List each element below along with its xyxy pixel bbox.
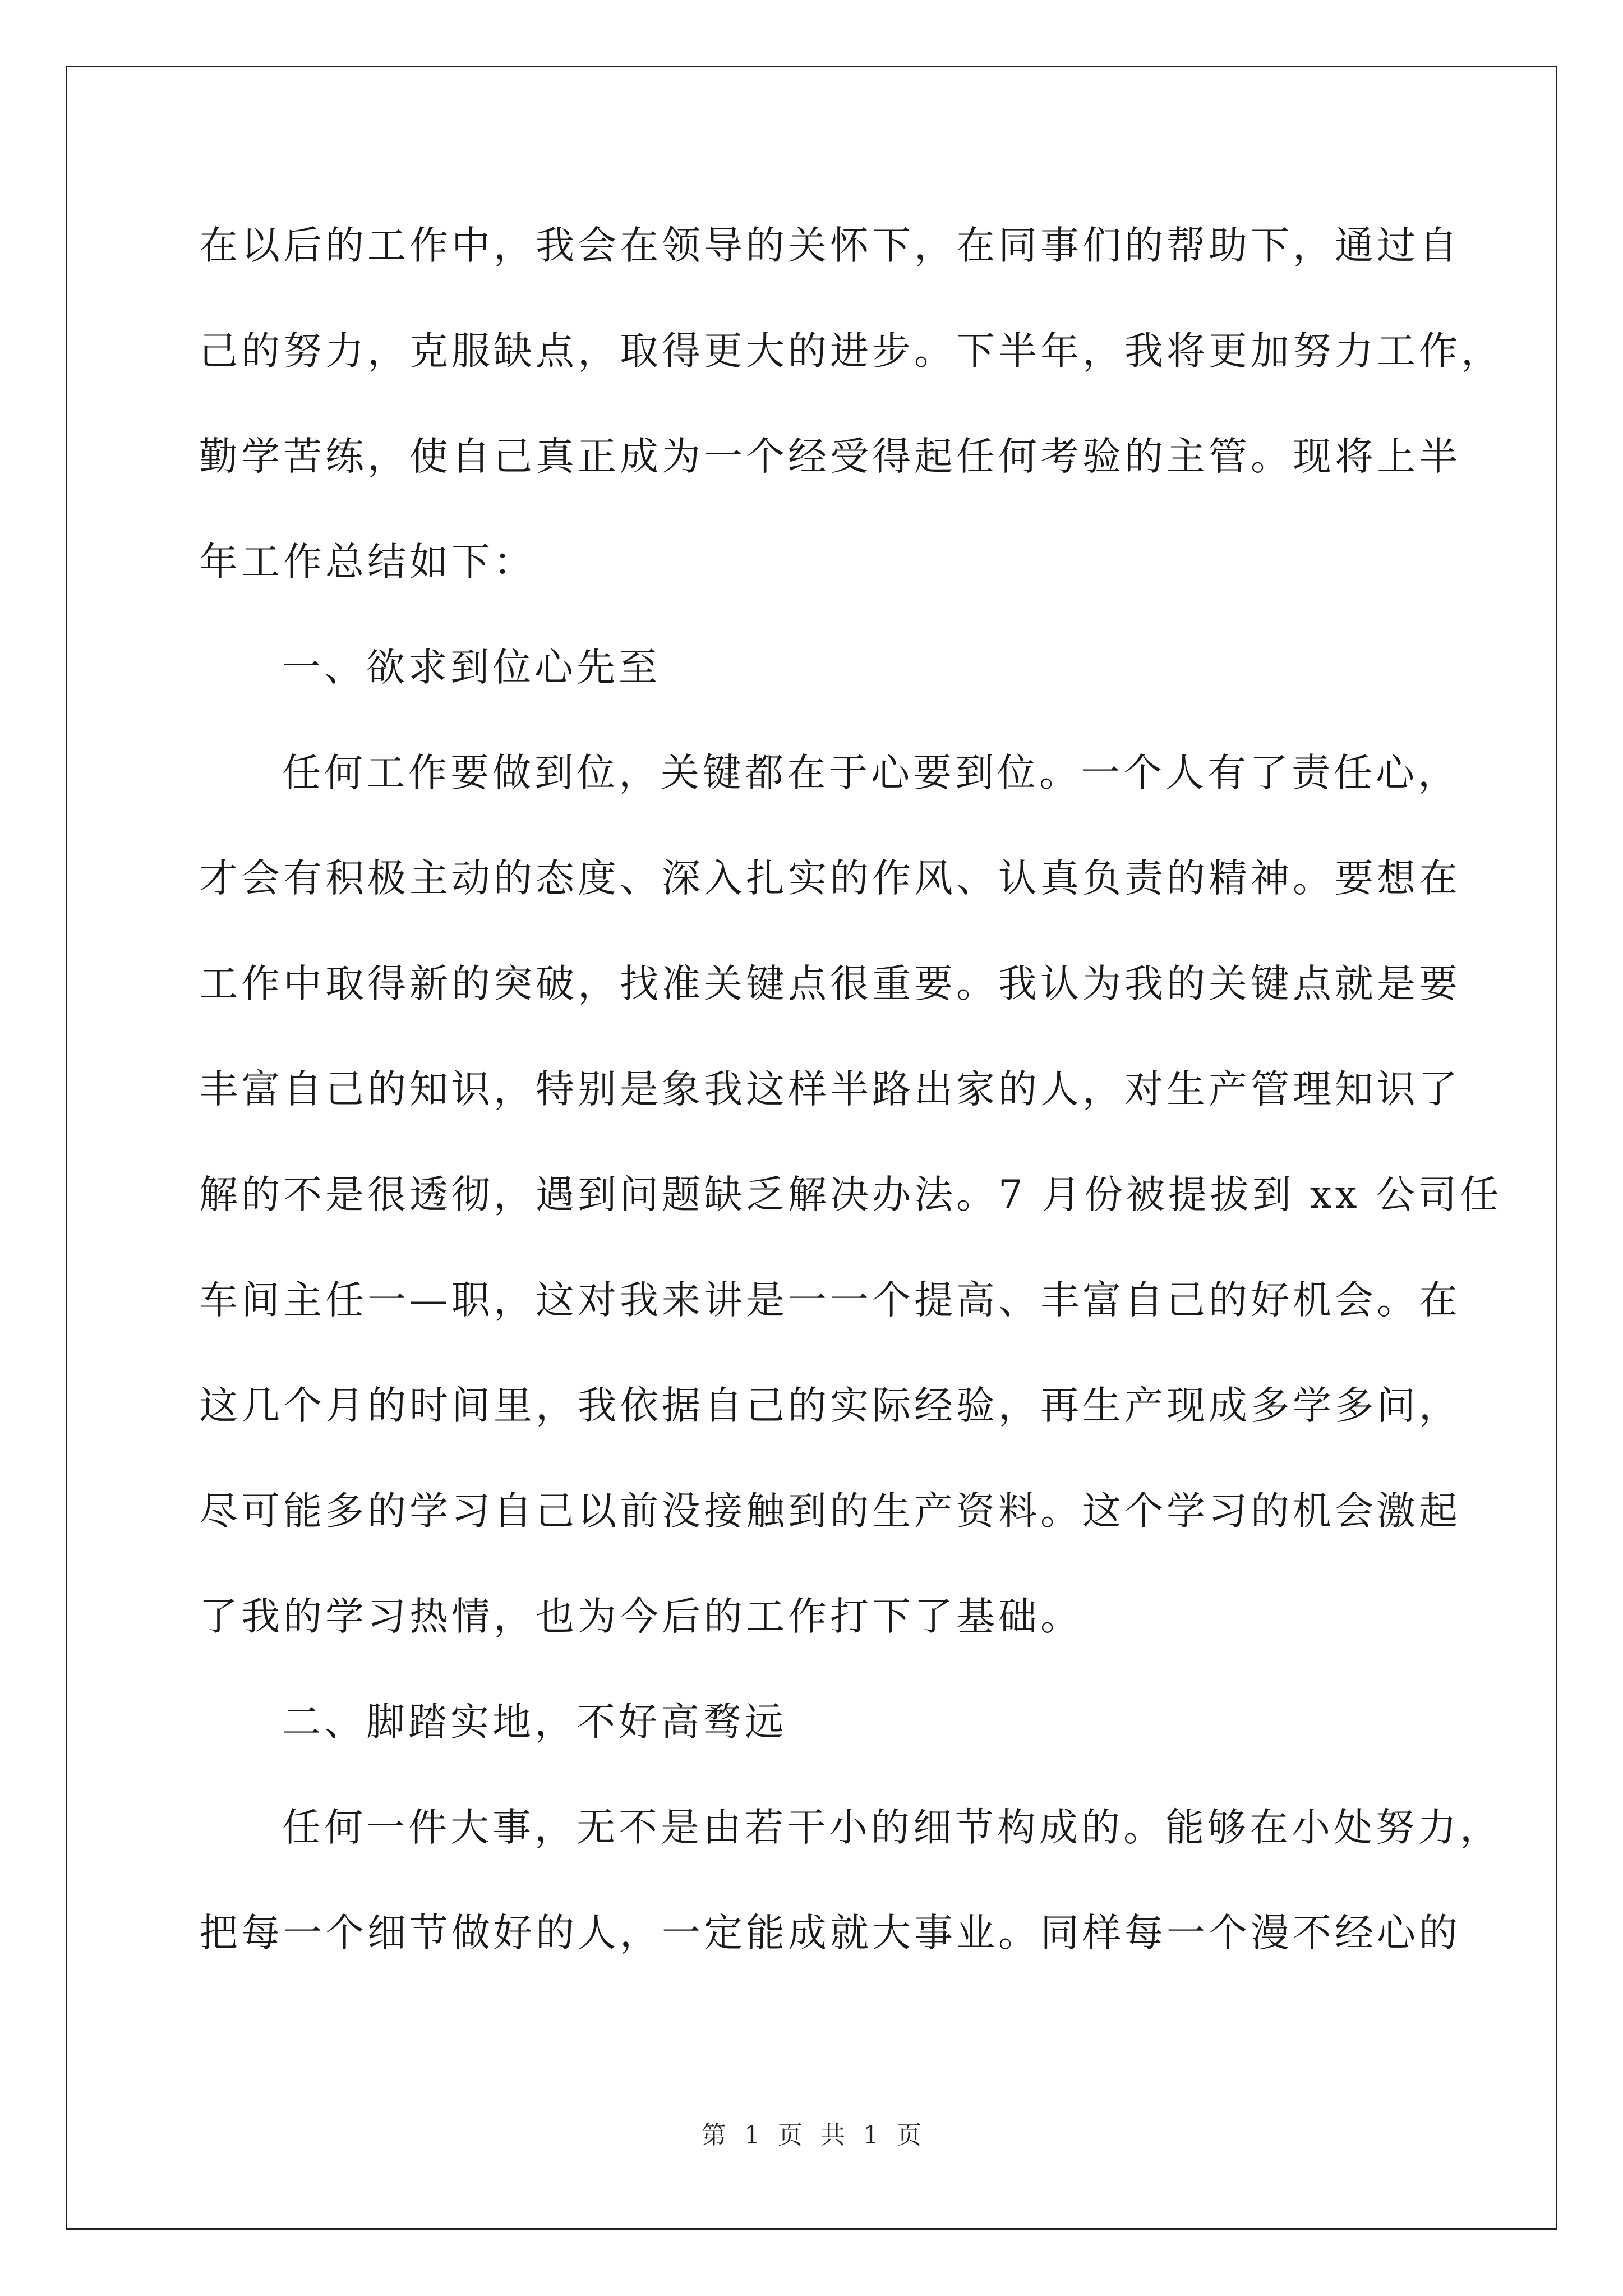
text-line: 任何一件大事，无不是由若干小的细节构成的。能够在小处努力， — [282, 1805, 1502, 1850]
text-line: 了我的学习热情，也为今后的工作打下了基础。 — [199, 1594, 1082, 1639]
text-line: 勤学苦练，使自己真正成为一个经受得起任何考验的主管。现将上半 — [199, 434, 1461, 479]
text-line: 解的不是很透彻，遇到问题缺乏解决办法。7 月份被提拔到 xx 公司任 — [199, 1172, 1502, 1217]
text-line: 尽可能多的学习自己以前没接触到的生产资料。这个学习的机会激起 — [199, 1489, 1461, 1534]
text-line: 才会有积极主动的态度、深入扎实的作风、认真负责的精神。要想在 — [199, 856, 1461, 901]
text-line: 车间主任一—职，这对我来讲是一一个提高、丰富自己的好机会。在 — [199, 1278, 1461, 1323]
text-line: 丰富自己的知识，特别是象我这样半路出家的人，对生产管理知识了 — [199, 1067, 1461, 1112]
document-body — [199, 212, 1503, 2005]
section-heading: 二、脚踏实地，不好高骛远 — [282, 1700, 787, 1745]
text-line: 任何工作要做到位，关键都在于心要到位。一个人有了责任心， — [282, 751, 1460, 795]
section-heading: 一、欲求到位心先至 — [282, 645, 661, 690]
text-line: 年工作总结如下： — [199, 540, 536, 585]
text-line: 己的努力，克服缺点，取得更大的进步。下半年，我将更加努力工作， — [199, 329, 1503, 374]
text-line: 这几个月的时间里，我依据自己的实际经验，再生产现成多学多问， — [199, 1383, 1461, 1428]
text-line: 把每一个细节做好的人，一定能成就大事业。同样每一个漫不经心的 — [199, 1911, 1461, 1955]
page-footer: 第 1 页 共 1 页 — [702, 2121, 921, 2150]
text-line: 在以后的工作中，我会在领导的关怀下，在同事们的帮助下，通过自 — [199, 223, 1461, 268]
text-line: 工作中取得新的突破，找准关键点很重要。我认为我的关键点就是要 — [199, 961, 1461, 1006]
